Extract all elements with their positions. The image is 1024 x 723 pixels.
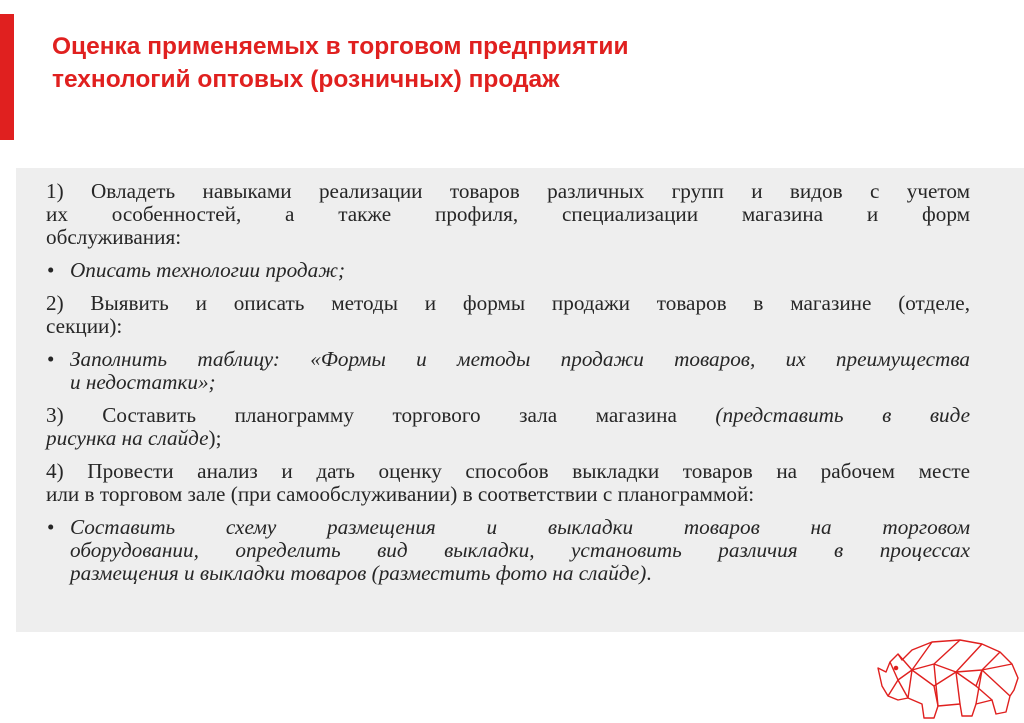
task-item-3	[46, 404, 970, 450]
rhino-logo-icon	[872, 624, 1024, 720]
task-list	[46, 180, 970, 585]
title-line-2: технологий оптовых (розничных) продаж	[52, 66, 560, 93]
task-item-2	[46, 292, 970, 338]
subtask-3-period: .	[646, 561, 652, 585]
title-line-1: Оценка применяемых в торговом предприятии	[52, 33, 629, 60]
subtask-bullet-3	[46, 516, 970, 585]
task-3-text-a: 3) Составить планограмму торгового зала магазина	[46, 403, 677, 427]
task-1-line-1: 1) Овладеть навыками реализации товаров различных групп и видов с учетом	[46, 179, 970, 203]
task-1-line-2: их особенностей, а также профиля, специализации магазина и форм	[46, 202, 970, 226]
subtask-3-line-2: оборудовании, определить вид выкладки, установить различия в процессах	[70, 538, 970, 562]
subtask-2-line-2: и недостатки»;	[70, 370, 216, 394]
task-3-line-1	[46, 404, 970, 427]
subtask-bullet-1	[46, 259, 970, 282]
task-item-4	[46, 460, 970, 506]
task-1-line-3: обслуживания:	[46, 225, 182, 249]
subtask-1-text: Описать технологии продаж;	[70, 258, 346, 282]
task-2-line-2: секции):	[46, 314, 123, 338]
accent-bar	[0, 14, 14, 140]
task-4-line-2: или в торговом зале (при самообслуживании) в соответствии с планограммой:	[46, 482, 755, 506]
task-4-line-1: 4) Провести анализ и дать оценку способов выкладки товаров на рабочем месте	[46, 459, 970, 483]
task-item-1	[46, 180, 970, 249]
task-3-text-b: (представить в виде	[715, 403, 970, 427]
bullet-mark: •	[47, 258, 55, 282]
subtask-3-text: размещения и выкладки товаров (разместить фото на слайде)	[70, 561, 647, 585]
task-3-text-c: рисунка на слайде	[46, 426, 209, 450]
slide-title	[52, 30, 952, 96]
subtask-2-line-1: Заполнить таблицу: «Формы и методы продажи товаров, их преимущества	[70, 347, 970, 371]
subtask-3-line-3	[70, 562, 970, 585]
task-2-line-1: 2) Выявить и описать методы и формы продажи товаров в магазине (отделе,	[46, 291, 970, 315]
bullet-mark: •	[47, 347, 55, 371]
task-3-text-d: );	[208, 426, 222, 450]
bullet-mark: •	[47, 515, 55, 539]
task-3-line-2	[46, 427, 970, 450]
subtask-bullet-2	[46, 348, 970, 394]
subtask-3-line-1: Составить схему размещения и выкладки товаров на торговом	[70, 515, 970, 539]
